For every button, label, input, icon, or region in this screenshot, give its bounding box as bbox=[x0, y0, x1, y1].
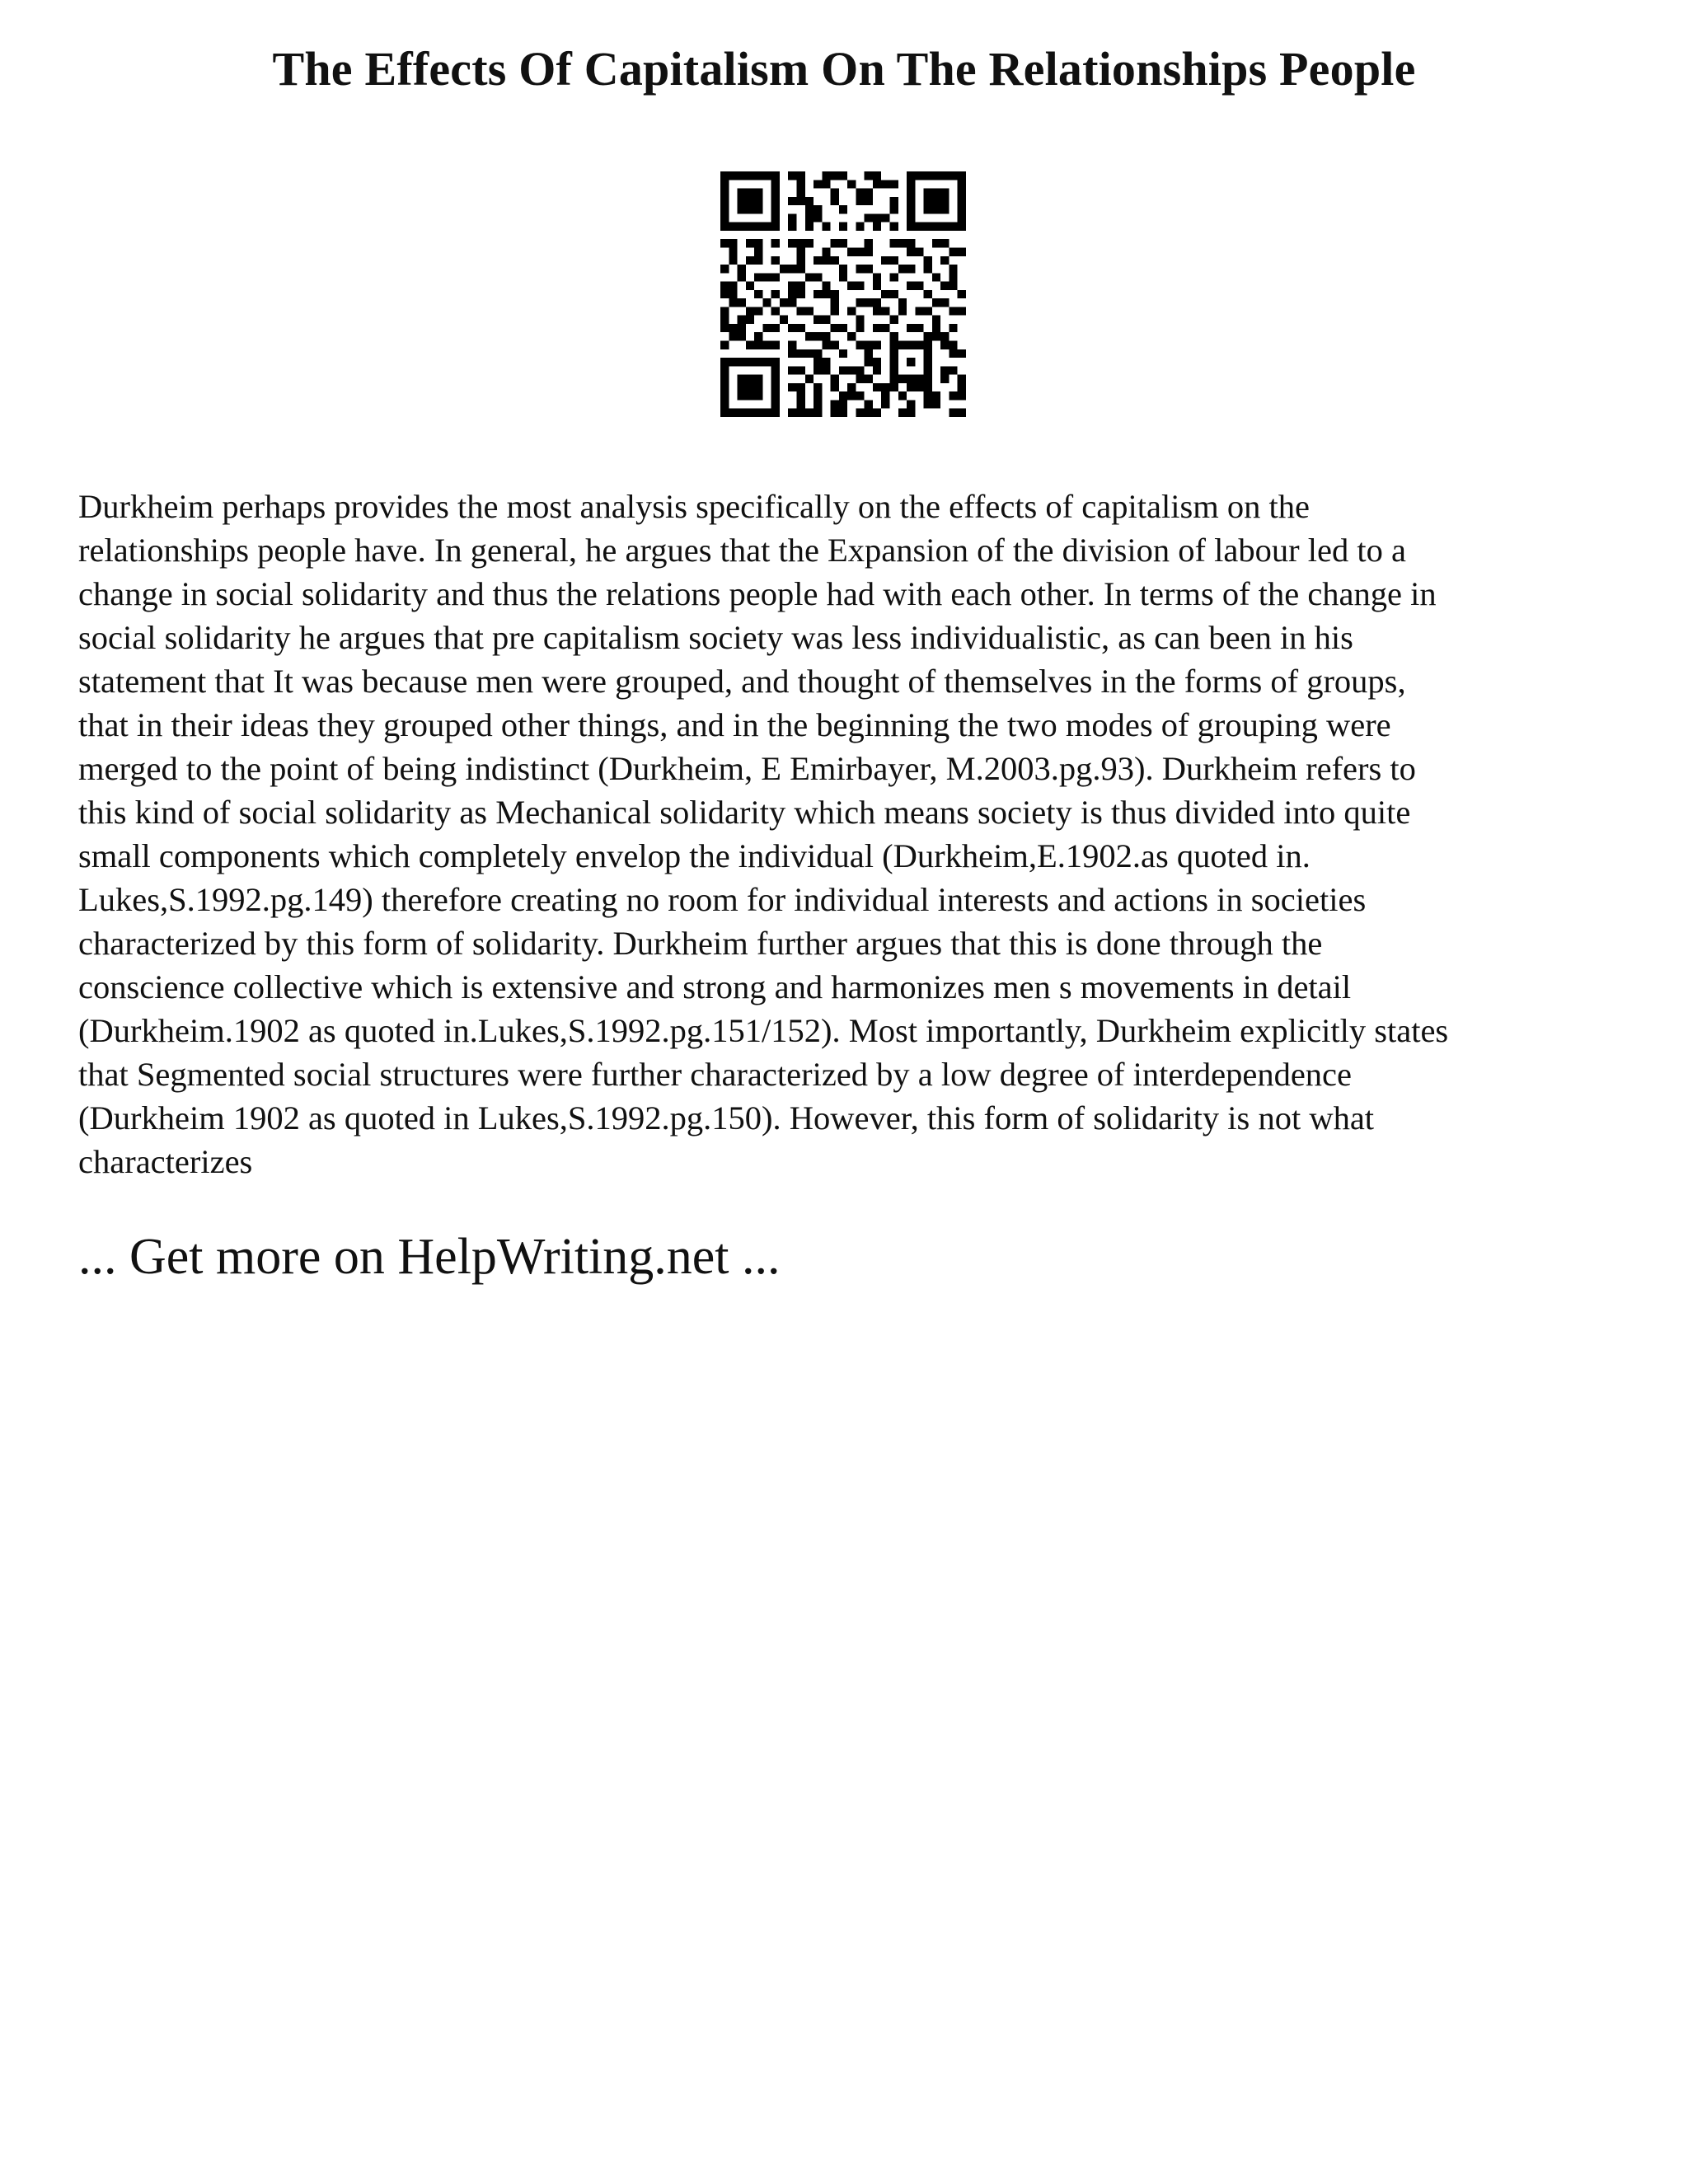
body-line: (Durkheim.1902 as quoted in.Lukes,S.1992.pg.151/152). Most importantly, Durkheim explicitly states bbox=[78, 1012, 1449, 1049]
body-line: Durkheim perhaps provides the most analysis specifically on the effects of capitalism on the bbox=[78, 488, 1310, 525]
body-line: small components which completely envelop the individual (Durkheim,E.1902.as quoted in. bbox=[78, 837, 1311, 874]
body-line: statement that It was because men were grouped, and thought of themselves in the forms of groups, bbox=[78, 663, 1406, 700]
body-line: relationships people have. In general, he argues that the Expansion of the division of labour led to a bbox=[78, 532, 1406, 569]
body-line: Lukes,S.1992.pg.149) therefore creating no room for individual interests and actions in societies bbox=[78, 881, 1367, 918]
body-line: change in social solidarity and thus the relations people had with each other. In terms of the change in bbox=[78, 575, 1437, 612]
body-line: characterizes bbox=[78, 1143, 253, 1180]
body-line: that Segmented social structures were further characterized by a low degree of interdependence bbox=[78, 1056, 1353, 1093]
qr-code-icon bbox=[720, 171, 966, 417]
body-line: conscience collective which is extensive and strong and harmonizes men s movements in detail bbox=[78, 968, 1352, 1005]
body-line: merged to the point of being indistinct (Durkheim, E Emirbayer, M.2003.pg.93). Durkheim refers to bbox=[78, 750, 1416, 787]
get-more-link[interactable]: ... Get more on HelpWriting.net ... bbox=[78, 1229, 781, 1285]
body-line: characterized by this form of solidarity. Durkheim further argues that this is done through the bbox=[78, 925, 1323, 962]
body-line: social solidarity he argues that pre capitalism society was less individualistic, as can been in his bbox=[78, 619, 1353, 656]
document-title: The Effects Of Capitalism On The Relationships People bbox=[272, 42, 1416, 96]
body-line: (Durkheim 1902 as quoted in Lukes,S.1992.pg.150). However, this form of solidarity is not what bbox=[78, 1099, 1375, 1137]
body-line: that in their ideas they grouped other things, and in the beginning the two modes of grouping were bbox=[78, 706, 1391, 743]
body-paragraph bbox=[78, 485, 1628, 1183]
body-line: this kind of social solidarity as Mechanical solidarity which means society is thus divided into quite bbox=[78, 794, 1411, 831]
